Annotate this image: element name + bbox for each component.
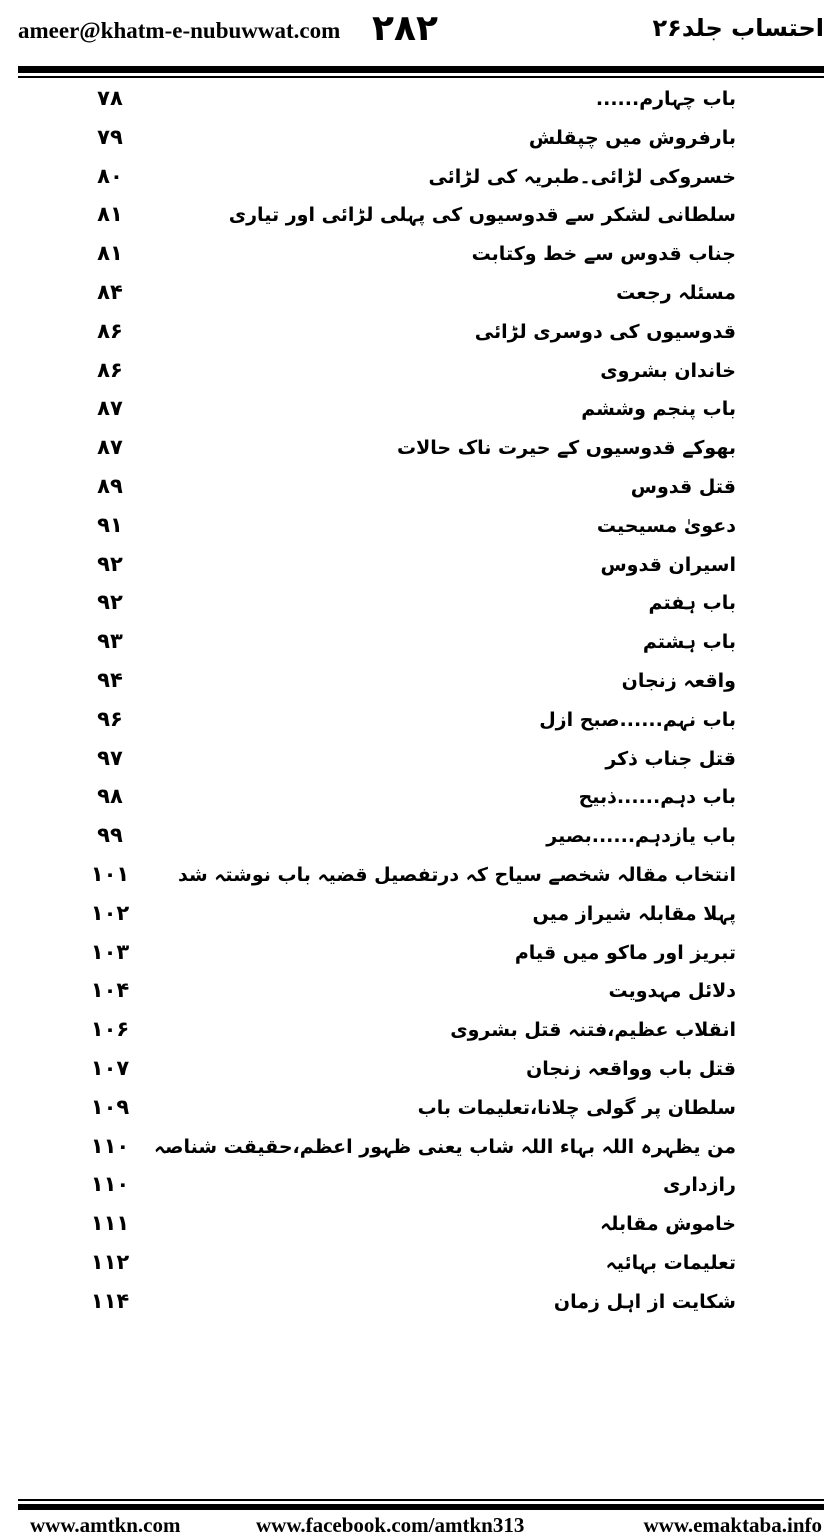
- page-header: [0, 0, 840, 70]
- header-rule-thick: [18, 66, 824, 73]
- toc-row: [0, 938, 840, 977]
- toc-row: [0, 472, 840, 511]
- toc-page-number: ۱۱۰: [90, 1133, 130, 1158]
- toc-row: [0, 666, 840, 705]
- toc-page-number: ۱۰۴: [90, 978, 130, 1003]
- header-volume: احتساب جلد۲۶: [652, 14, 824, 42]
- toc-title: قتل باب وواقعہ زنجان: [526, 1057, 736, 1080]
- toc-title: دلائل مہدویت: [608, 980, 736, 1003]
- footer-link-amtkn: www.amtkn.com: [30, 1513, 181, 1537]
- toc-page-number: ۱۰۷: [90, 1055, 130, 1080]
- toc-title: خسروکی لڑائی۔طبریہ کی لڑائی: [428, 165, 736, 188]
- toc-title: رازداری: [662, 1174, 736, 1197]
- header-rule-thin: [18, 76, 824, 78]
- toc-row: [0, 821, 840, 860]
- toc-page-number: ۸۹: [97, 473, 123, 498]
- toc-title: باب پنجم وششم: [581, 398, 736, 421]
- toc-page-number: ۹۲: [97, 551, 123, 576]
- toc-title: من یظہرہ اللہ بہاء اللہ شاب یعنی ظہور اعظم،حقیقت شناصہ: [153, 1135, 736, 1158]
- toc-row: [0, 1170, 840, 1209]
- toc-row: [0, 1132, 840, 1171]
- header-email: ameer@khatm-e-nubuwwat.com: [18, 18, 341, 43]
- toc-row: [0, 317, 840, 356]
- toc-page-number: ۸۷: [97, 435, 123, 460]
- table-of-contents: [0, 84, 840, 1326]
- toc-title: باب ہفتم: [648, 592, 736, 615]
- toc-page-number: ۸۴: [97, 279, 123, 304]
- toc-page-number: ۸۷: [97, 396, 123, 421]
- toc-row: [0, 1093, 840, 1132]
- toc-title: واقعہ زنجان: [621, 669, 736, 692]
- toc-title: قتل قدوس: [630, 475, 736, 498]
- toc-title: پہلا مقابلہ شیراز میں: [532, 902, 736, 925]
- toc-row: [0, 162, 840, 201]
- toc-row: [0, 899, 840, 938]
- toc-row: [0, 200, 840, 239]
- toc-title: شکایت از اہل زمان: [553, 1290, 736, 1313]
- toc-page-number: ۱۱۰: [90, 1172, 130, 1197]
- toc-title: جناب قدوس سے خط وکتابت: [471, 243, 736, 266]
- toc-title: مسئلہ رجعت: [616, 281, 736, 304]
- toc-row: [0, 1054, 840, 1093]
- toc-page-number: ۹۹: [97, 823, 123, 848]
- toc-row: [0, 278, 840, 317]
- toc-row: [0, 1209, 840, 1248]
- toc-title: دعویٰ مسیحیت: [596, 514, 736, 537]
- toc-page-number: ۷۸: [97, 86, 123, 110]
- toc-title: انقلاب عظیم،فتنہ قتل بشروی: [450, 1019, 736, 1042]
- toc-title: باب دہم......ذبیح: [578, 786, 736, 809]
- toc-page-number: ۸۶: [97, 357, 123, 382]
- toc-title: سلطان پر گولی چلانا،تعلیمات باب: [417, 1096, 736, 1119]
- toc-title: قتل جناب ذکر: [605, 747, 736, 770]
- toc-page-number: ۱۱۴: [90, 1288, 130, 1313]
- toc-page-number: ۱۰۲: [90, 900, 130, 925]
- toc-title: خاندان بشروی: [600, 359, 736, 382]
- toc-page-number: ۹۶: [97, 706, 123, 731]
- toc-row: [0, 433, 840, 472]
- toc-row: [0, 1287, 840, 1326]
- toc-title: باب نہم......صبح ازل: [539, 708, 736, 731]
- toc-row: [0, 84, 840, 123]
- toc-page-number: ۷۹: [97, 124, 123, 149]
- toc-row: [0, 550, 840, 589]
- footer-link-facebook: www.facebook.com/amtkn313: [256, 1513, 525, 1537]
- toc-row: [0, 782, 840, 821]
- toc-row: [0, 394, 840, 433]
- toc-page-number: ۹۷: [97, 745, 123, 770]
- footer-link-emaktaba: www.emaktaba.info: [643, 1513, 822, 1537]
- toc-page-number: ۱۰۱: [90, 861, 130, 886]
- toc-row: [0, 1248, 840, 1287]
- toc-title: بارفروش میں چپقلش: [528, 126, 736, 149]
- toc-page-number: ۸۱: [97, 241, 123, 266]
- toc-page-number: ۹۴: [97, 667, 123, 692]
- toc-row: [0, 356, 840, 395]
- toc-row: [0, 705, 840, 744]
- toc-page-number: ۹۸: [97, 784, 123, 809]
- toc-title: سلطانی لشکر سے قدوسیوں کی پہلی لڑائی اور تیاری: [228, 204, 736, 227]
- toc-row: [0, 588, 840, 627]
- toc-title: انتخاب مقالہ شخصے سیاح کہ درتفصیل قضیہ باب نوشتہ شد: [177, 863, 736, 886]
- toc-row: [0, 860, 840, 899]
- toc-page-number: ۹۳: [97, 629, 123, 654]
- page-footer: [0, 1510, 840, 1540]
- toc-title: تعلیمات بہائیہ: [605, 1251, 736, 1274]
- toc-page-number: ۱۰۳: [90, 939, 130, 964]
- toc-page-number: ۸۰: [97, 163, 123, 188]
- toc-page-number: ۱۱۲: [90, 1249, 130, 1274]
- toc-title: باب ہشتم: [642, 631, 736, 654]
- toc-row: [0, 744, 840, 783]
- toc-row: [0, 976, 840, 1015]
- toc-title: خاموش مقابلہ: [600, 1213, 736, 1236]
- toc-title: تبریز اور ماکو میں قیام: [514, 941, 736, 964]
- toc-page-number: ۱۰۹: [90, 1094, 130, 1119]
- toc-row: [0, 123, 840, 162]
- toc-title: باب چہارم......: [595, 88, 736, 110]
- toc-row: [0, 239, 840, 278]
- toc-page-number: ۱۱۱: [90, 1211, 130, 1236]
- toc-title: قدوسیوں کی دوسری لڑائی: [474, 320, 736, 343]
- toc-row: [0, 1015, 840, 1054]
- toc-page-number: ۹۲: [97, 590, 123, 615]
- toc-title: اسیران قدوس: [600, 553, 736, 576]
- toc-row: [0, 627, 840, 666]
- header-page-number: ۲۸۲: [372, 8, 438, 49]
- toc-page-number: ۸۶: [97, 318, 123, 343]
- toc-page-number: ۹۱: [97, 512, 123, 537]
- toc-row: [0, 511, 840, 550]
- toc-page-number: ۱۰۶: [90, 1017, 130, 1042]
- toc-title: باب یازدہم......بصیر: [546, 825, 736, 848]
- toc-title: بھوکے قدوسیوں کے حیرت ناک حالات: [397, 437, 736, 460]
- toc-page-number: ۸۱: [97, 202, 123, 227]
- footer-rule-thin: [18, 1499, 824, 1501]
